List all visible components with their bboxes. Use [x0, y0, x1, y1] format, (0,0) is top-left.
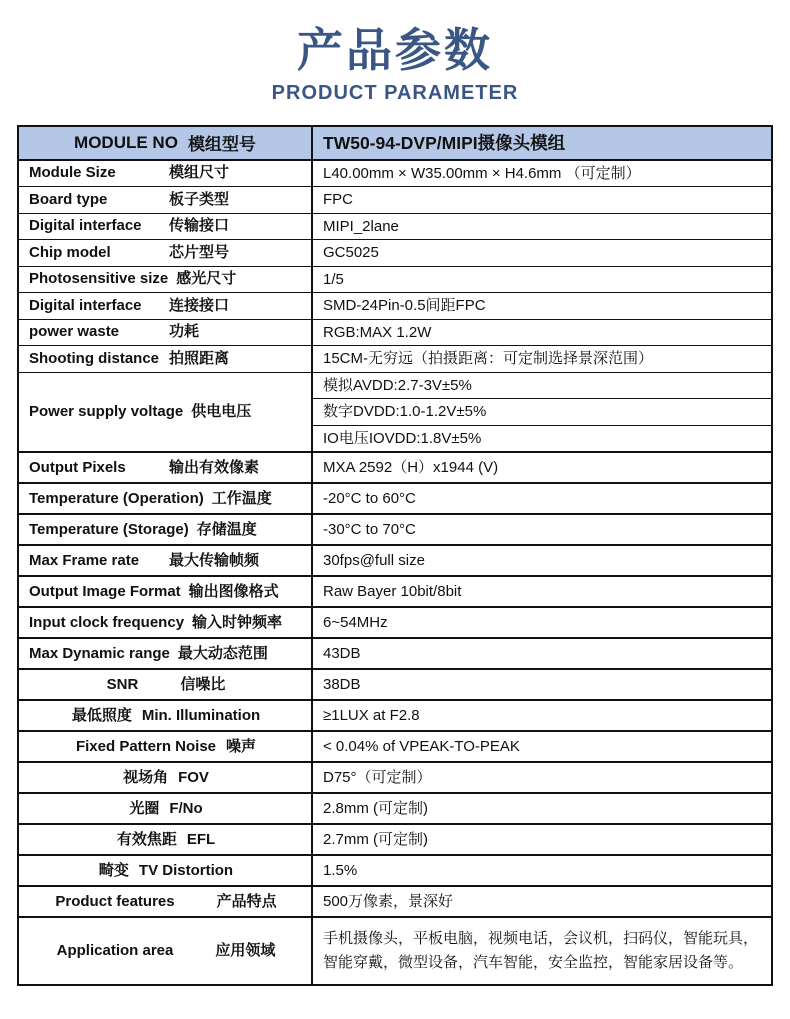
- row-value-line: 1/5: [323, 270, 344, 288]
- table-row: [19, 854, 771, 885]
- row-label-en: TV Distortion: [138, 861, 234, 879]
- row-value-line: Raw Bayer 10bit/8bit: [323, 583, 462, 601]
- table-row: [19, 916, 771, 984]
- row-value-line: < 0.04% of VPEAK-TO-PEAK: [323, 738, 520, 756]
- table-row: [19, 730, 771, 761]
- row-label-en: Chip model: [29, 243, 111, 261]
- row-label-zh: 存储温度: [196, 520, 257, 538]
- row-value: [313, 608, 771, 637]
- row-value-line: 手机摄像头，平板电脑，视频电话，会议机，扫码仪，智能玩具，智能穿戴，微型设备，汽车智能，安全监控，智能家居设备等。: [323, 930, 759, 972]
- row-label-zh: 最低照度: [71, 706, 132, 724]
- row-value: [313, 320, 771, 346]
- table-row: [19, 699, 771, 730]
- page-header: [0, 0, 790, 105]
- row-label-zh: 应用领域: [215, 942, 276, 960]
- table-row: [19, 513, 771, 544]
- row-label-zh: 连接接口: [169, 296, 230, 314]
- row-value: [313, 484, 771, 513]
- table-row: [19, 345, 771, 372]
- row-value: [313, 732, 771, 761]
- row-label-en: Max Dynamic range: [29, 644, 170, 662]
- row-value-line: ≥1LUX at F2.8: [323, 707, 420, 725]
- row-value: [313, 267, 771, 293]
- row-label-zh: 拍照距离: [169, 349, 230, 367]
- row-label-zh: 感光尺寸: [176, 270, 237, 288]
- row-value-line: 6~54MHz: [323, 614, 388, 632]
- row-value-line: 500万像素，景深好: [323, 893, 454, 911]
- row-label: [19, 293, 313, 319]
- row-label: [19, 701, 313, 730]
- row-label-zh: 传输接口: [169, 217, 230, 235]
- row-label: [19, 546, 313, 575]
- row-label-en: Power supply voltage: [29, 402, 184, 420]
- row-label: [19, 887, 313, 916]
- row-label-zh: 有效焦距: [116, 830, 177, 848]
- table-row: [19, 761, 771, 792]
- page-subtitle: PRODUCT PARAMETER: [271, 81, 519, 104]
- row-label-zh: 输入时钟频率: [192, 613, 283, 631]
- row-label-zh: 最大动态范围: [177, 644, 268, 662]
- row-label-en: Fixed Pattern Noise: [75, 737, 217, 755]
- table-row: [19, 575, 771, 606]
- row-label-zh: 板子类型: [169, 190, 230, 208]
- row-label: [19, 484, 313, 513]
- row-value-line: MXA 2592（H）x1944 (V): [323, 459, 499, 477]
- table-row: [19, 885, 771, 916]
- row-label: [19, 639, 313, 668]
- row-value-line: 1.5%: [323, 862, 358, 880]
- row-value-line: GC5025: [323, 244, 379, 262]
- table-row: [19, 606, 771, 637]
- row-label: [19, 856, 313, 885]
- table-row: [19, 451, 771, 482]
- row-label-zh: 产品特点: [216, 892, 277, 910]
- row-label-zh: 畸变: [98, 861, 129, 879]
- row-value-line: 2.7mm (可定制): [323, 831, 429, 849]
- row-value-line: 15CM-无穷远（拍摄距离：可定制选择景深范围）: [323, 350, 654, 368]
- row-value-line: 2.8mm (可定制): [323, 800, 429, 818]
- row-value-line: 30fps@full size: [323, 552, 425, 570]
- table-row: [19, 637, 771, 668]
- row-label-en: Application area: [56, 942, 174, 960]
- row-label-zh: 最大传输帧频: [169, 551, 260, 569]
- header-label-en: MODULE NO: [74, 132, 178, 152]
- row-label-zh: 输出图像格式: [188, 582, 279, 600]
- row-label-en: Product features: [55, 892, 175, 910]
- table-row: [19, 292, 771, 319]
- row-label: [19, 187, 313, 213]
- row-value: [313, 546, 771, 575]
- row-label: [19, 608, 313, 637]
- row-value: [313, 794, 771, 823]
- row-value: [313, 763, 771, 792]
- row-label-en: Output Pixels: [29, 458, 126, 476]
- row-label-zh: 光圈: [129, 799, 160, 817]
- table-header-row: [19, 127, 771, 161]
- table-row: [19, 668, 771, 699]
- table-row: [19, 792, 771, 823]
- row-value: [313, 825, 771, 854]
- row-value-line: -30°C to 70°C: [323, 521, 416, 539]
- row-label-zh: 视场角: [123, 768, 169, 786]
- row-label-zh: 芯片型号: [169, 243, 230, 261]
- row-value-line: 模拟AVDD:2.7-3V±5%: [323, 376, 472, 394]
- row-value: [313, 577, 771, 606]
- row-label: [19, 320, 313, 346]
- row-value: [313, 373, 771, 452]
- row-label-en: power waste: [29, 323, 120, 341]
- row-label-zh: 输出有效像素: [169, 458, 260, 476]
- page-title: 产品参数: [297, 24, 493, 76]
- row-value: [313, 240, 771, 266]
- row-label-zh: 模组尺寸: [169, 164, 230, 182]
- row-value-line: IO电压IOVDD:1.8V±5%: [313, 425, 771, 452]
- row-label: [19, 732, 313, 761]
- row-value: [313, 346, 771, 372]
- row-label-en: Photosensitive size: [29, 270, 169, 288]
- row-value-line: RGB:MAX 1.2W: [323, 323, 432, 341]
- row-value: [313, 515, 771, 544]
- table-row: [19, 161, 771, 187]
- row-label: [19, 214, 313, 240]
- row-value: [313, 856, 771, 885]
- row-label: [19, 763, 313, 792]
- row-label: [19, 453, 313, 482]
- row-value: [313, 453, 771, 482]
- row-label-en: Min. Illumination: [141, 706, 261, 724]
- row-label-en: Module Size: [29, 164, 116, 182]
- row-label-zh: 功耗: [169, 323, 200, 341]
- table-row: [19, 319, 771, 346]
- row-label-en: Digital interface: [29, 296, 142, 314]
- row-value-line: -20°C to 60°C: [323, 490, 416, 508]
- row-value-line: SMD-24Pin-0.5间距FPC: [323, 297, 486, 315]
- row-label-en: EFL: [186, 830, 216, 848]
- table-row: [19, 823, 771, 854]
- row-value: [313, 187, 771, 213]
- row-value-line: MIPI_2lane: [323, 217, 399, 235]
- table-header-model-name: TW50-94-DVP/MIPI摄像头模组: [323, 133, 566, 154]
- row-label-zh: 信噪比: [180, 675, 226, 693]
- row-label-zh: 供电电压: [191, 402, 252, 420]
- row-value: [313, 639, 771, 668]
- table-row: [19, 372, 771, 452]
- row-label: [19, 240, 313, 266]
- table-row: [19, 213, 771, 240]
- row-value-line: L40.00mm × W35.00mm × H4.6mm （可定制）: [323, 164, 641, 182]
- row-label: [19, 918, 313, 984]
- row-label: [19, 670, 313, 699]
- row-label-en: Board type: [29, 190, 108, 208]
- row-label: [19, 373, 313, 452]
- row-label-en: Max Frame rate: [29, 551, 140, 569]
- row-value: [313, 293, 771, 319]
- row-label: [19, 267, 313, 293]
- row-label-en: Output Image Format: [29, 582, 181, 600]
- row-label-zh: 噪声: [226, 737, 257, 755]
- row-value: [313, 887, 771, 916]
- row-label: [19, 825, 313, 854]
- header-label-zh: 模组型号: [187, 135, 256, 155]
- row-label: [19, 346, 313, 372]
- row-value-line: 数字DVDD:1.0-1.2V±5%: [313, 398, 771, 425]
- row-value: [313, 161, 771, 187]
- row-value-line: 43DB: [323, 645, 361, 663]
- row-label: [19, 161, 313, 187]
- parameter-table-body: [19, 161, 771, 985]
- row-value-line: 38DB: [323, 676, 361, 694]
- row-value: [313, 701, 771, 730]
- row-label-en: Temperature (Operation): [29, 489, 204, 507]
- row-label-en: SNR: [106, 675, 139, 693]
- row-label-en: Shooting distance: [29, 349, 160, 367]
- row-label: [19, 577, 313, 606]
- row-label-en: Temperature (Storage): [29, 520, 189, 538]
- row-value: [313, 214, 771, 240]
- row-value: [313, 918, 771, 984]
- row-label-en: F/No: [169, 799, 203, 817]
- row-label-en: Input clock frequency: [29, 613, 185, 631]
- parameter-table: [17, 125, 773, 987]
- table-header-module-no: [19, 127, 313, 159]
- row-label-en: Digital interface: [29, 217, 142, 235]
- table-row: [19, 239, 771, 266]
- row-value: [313, 670, 771, 699]
- row-label: [19, 794, 313, 823]
- table-row: [19, 482, 771, 513]
- table-row: [19, 186, 771, 213]
- row-value-line: D75°（可定制）: [323, 769, 432, 787]
- row-label-zh: 工作温度: [211, 489, 272, 507]
- row-label-en: FOV: [178, 768, 209, 786]
- row-value-line: FPC: [323, 191, 353, 209]
- table-row: [19, 266, 771, 293]
- row-label: [19, 515, 313, 544]
- table-row: [19, 544, 771, 575]
